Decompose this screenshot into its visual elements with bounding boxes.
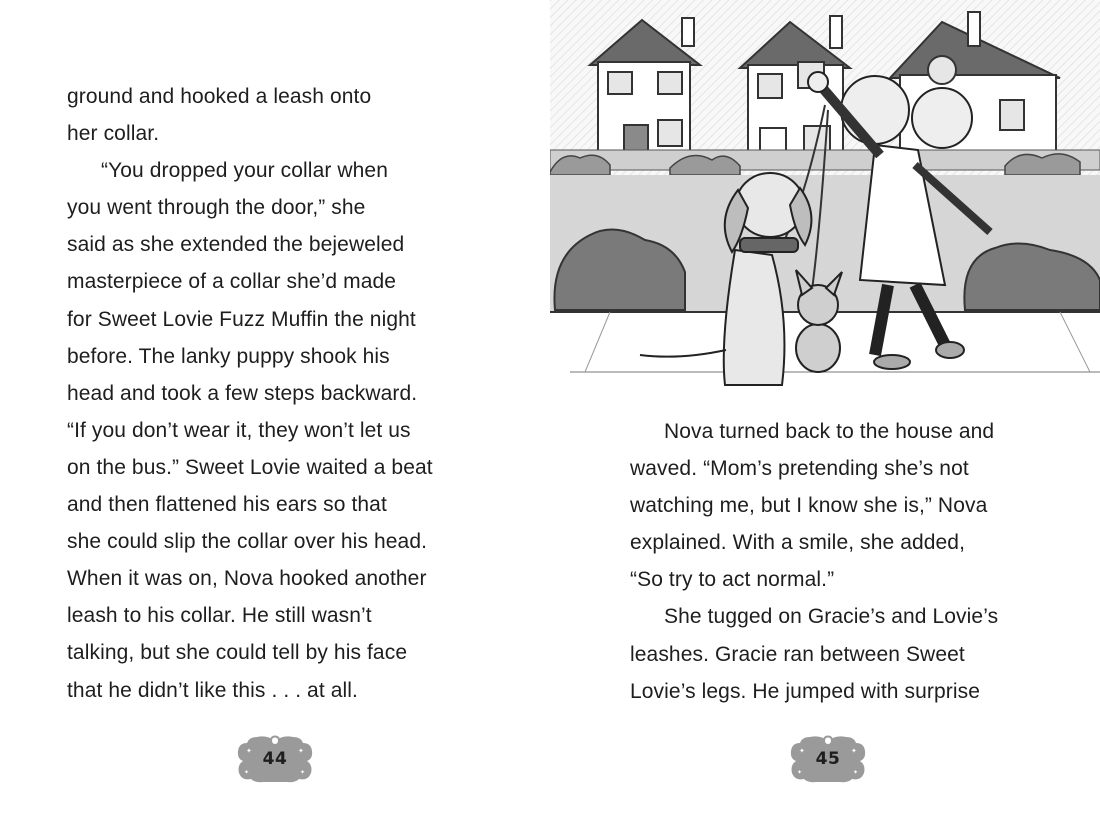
page-number-tag-right — [788, 733, 868, 785]
svg-text:✦: ✦ — [246, 747, 252, 755]
text-line: said as she extended the bejeweled — [67, 233, 405, 257]
svg-text:✦: ✦ — [298, 747, 304, 755]
page-number: 45 — [815, 749, 841, 769]
svg-text:✦: ✦ — [851, 747, 857, 755]
page-number: 44 — [262, 749, 288, 769]
paragraph — [67, 152, 487, 708]
text-line: watching me, but I know she is,” Nova — [630, 494, 988, 518]
text-line: Nova turned back to the house and — [664, 420, 995, 443]
text-line: ground and hooked a leash onto — [67, 85, 372, 108]
text-line: and then flattened his ears so that — [67, 493, 387, 517]
text-line: head and took a few steps backward. — [67, 381, 418, 405]
text-line: masterpiece of a collar she’d made — [67, 270, 397, 294]
text-line: on the bus.” Sweet Lovie waited a beat — [67, 455, 433, 479]
text-line: that he didn’t like this . . . at all. — [67, 678, 358, 702]
text-line: “If you don’t wear it, they won’t let us — [67, 418, 411, 442]
svg-text:✦: ✦ — [300, 769, 306, 776]
paragraph — [630, 598, 1050, 709]
text-line: her collar. — [67, 122, 160, 146]
left-page-text — [67, 78, 487, 709]
svg-text:✦: ✦ — [853, 769, 859, 776]
text-line: explained. With a smile, she added, — [630, 531, 966, 555]
text-line: you went through the door,” she — [67, 196, 366, 220]
text-line: before. The lanky puppy shook his — [67, 344, 390, 368]
text-line: She tugged on Gracie’s and Lovie’s — [664, 605, 999, 629]
text-line: for Sweet Lovie Fuzz Muffin the night — [67, 307, 416, 331]
right-page-text — [630, 413, 1050, 710]
svg-text:✦: ✦ — [244, 769, 250, 776]
text-line: talking, but she could tell by his face — [67, 641, 408, 665]
text-line: she could slip the collar over his head. — [67, 530, 428, 554]
girl-walking-dogs-illustration — [550, 0, 1100, 400]
paragraph — [630, 413, 1050, 598]
text-line: waved. “Mom’s pretending she’s not — [630, 457, 969, 481]
page-number-tag-left — [235, 733, 315, 785]
paragraph — [67, 78, 487, 152]
text-line: “You dropped your collar when — [101, 159, 388, 183]
svg-text:✦: ✦ — [799, 747, 805, 755]
text-line: Lovie’s legs. He jumped with surprise — [630, 679, 980, 703]
text-line: leash to his collar. He still wasn’t — [67, 604, 372, 628]
text-line: leashes. Gracie ran between Sweet — [630, 642, 965, 666]
text-line: “So try to act normal.” — [630, 568, 835, 592]
svg-text:✦: ✦ — [797, 769, 803, 776]
text-line: When it was on, Nova hooked another — [67, 567, 427, 591]
